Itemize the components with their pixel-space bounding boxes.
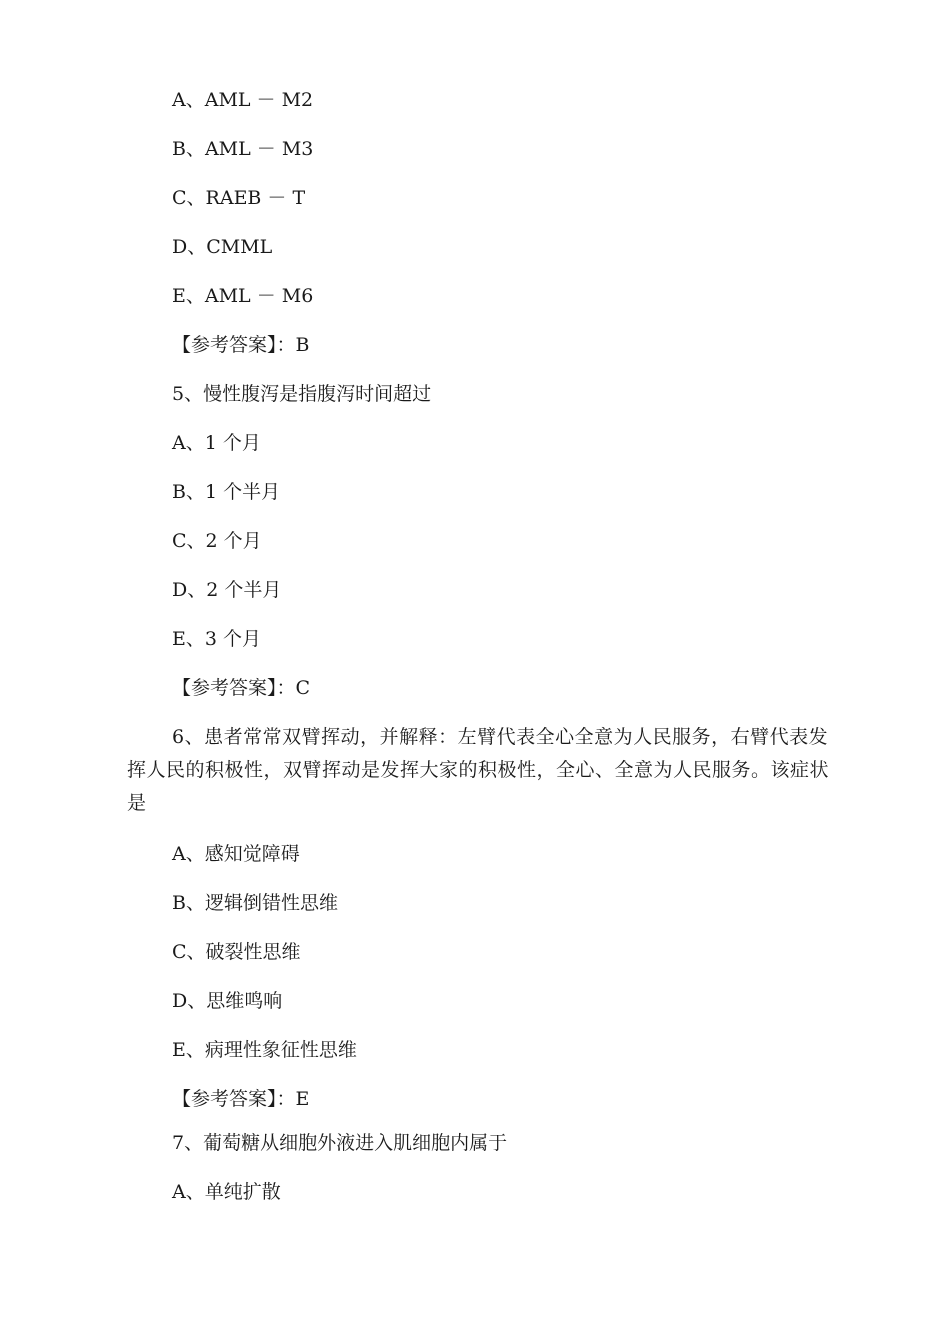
q5-option-b: B、1 个半月 — [172, 481, 281, 503]
q6-option-c: C、破裂性思维 — [172, 941, 301, 963]
q5-answer: 【参考答案】：C — [172, 677, 311, 699]
q4-option-b: B、AML － M3 — [172, 138, 314, 160]
q7-option-a: A、单纯扩散 — [172, 1181, 281, 1203]
q6-option-a: A、感知觉障碍 — [172, 843, 300, 865]
q6-option-e: E、病理性象征性思维 — [172, 1039, 357, 1061]
q7-stem: 7、葡萄糖从细胞外液进入肌细胞内属于 — [172, 1132, 508, 1154]
q5-option-c: C、2 个月 — [172, 530, 262, 552]
q4-answer: 【参考答案】：B — [172, 334, 310, 356]
q6-option-b: B、逻辑倒错性思维 — [172, 892, 338, 914]
q4-option-e: E、AML － M6 — [172, 285, 314, 307]
q5-option-d: D、2 个半月 — [172, 579, 282, 601]
q4-option-a: A、AML － M2 — [172, 89, 314, 111]
q5-option-e: E、3 个月 — [172, 628, 261, 650]
q6-answer: 【参考答案】：E — [172, 1088, 310, 1110]
q5-stem: 5、慢性腹泻是指腹泻时间超过 — [172, 383, 432, 405]
q5-option-a: A、1 个月 — [172, 432, 261, 454]
q4-option-d: D、CMML — [172, 236, 273, 258]
q6-option-d: D、思维鸣响 — [172, 990, 283, 1012]
q6-stem: 6、患者常常双臂挥动，并解释：左臂代表全心全意为人民服务，右臂代表发挥人民的积极性，双臂挥动是发挥大家的积极性，全心、全意为人民服务。该症状是 — [127, 726, 830, 814]
q4-option-c: C、RAEB － T — [172, 187, 306, 209]
